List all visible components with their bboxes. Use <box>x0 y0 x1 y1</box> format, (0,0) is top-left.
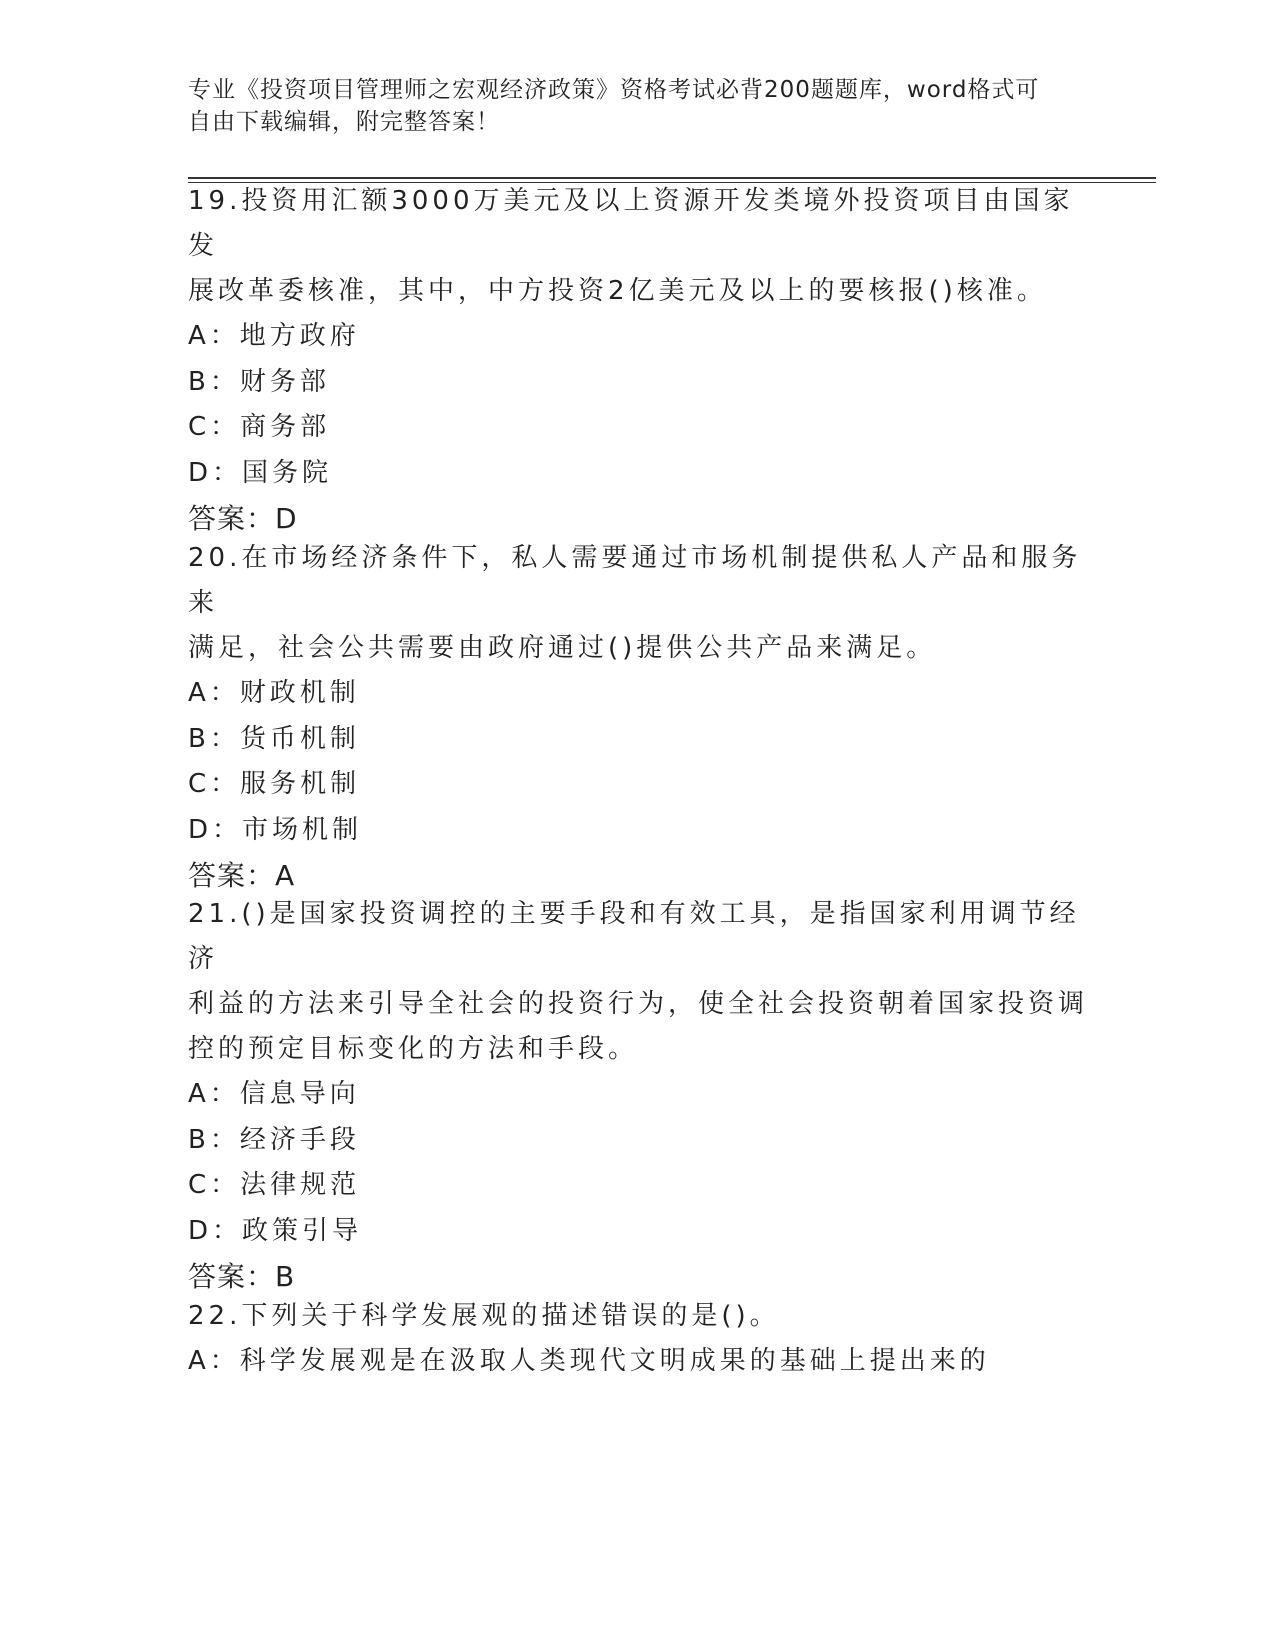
option-b: B：财务部 <box>188 366 330 397</box>
question-stem-line: 展改革委核准，其中，中方投资2亿美元及以上的要核报()核准。 <box>188 276 1047 306</box>
question-19 <box>188 179 1088 541</box>
question-stem-line: 20.在市场经济条件下，私人需要通过市场机制提供私人产品和服务来 <box>188 543 1082 618</box>
option-a: A：信息导向 <box>188 1079 360 1109</box>
option-c: C：法律规范 <box>188 1170 361 1200</box>
option-b: B：经济手段 <box>188 1124 360 1155</box>
header-line-1: 专业《投资项目管理师之宏观经济政策》资格考试必背200题题库，word格式可 <box>188 77 1040 103</box>
question-20 <box>188 536 1088 898</box>
header-line-2: 自由下载编辑，附完整答案！ <box>188 109 500 135</box>
option-a: A：科学发展观是在汲取人类现代文明成果的基础上提出来的 <box>188 1346 990 1376</box>
option-a: A：地方政府 <box>188 321 360 351</box>
option-d: D：市场机制 <box>188 814 363 845</box>
question-stem-line: 控的预定目标变化的方法和手段。 <box>188 1034 639 1064</box>
question-stem-line: 19.投资用汇额3000万美元及以上资源开发类境外投资项目由国家发 <box>188 186 1074 261</box>
document-header <box>188 74 1088 138</box>
question-stem-line: 满足，社会公共需要由政府通过()提供公共产品来满足。 <box>188 633 937 663</box>
option-c: C：商务部 <box>188 412 331 442</box>
question-21 <box>188 892 1088 1299</box>
question-stem-line: 21.()是国家投资调控的主要手段和有效工具，是指国家利用调节经济 <box>188 899 1080 974</box>
option-a: A：财政机制 <box>188 678 360 708</box>
option-c: C：服务机制 <box>188 769 361 799</box>
question-22 <box>188 1294 1088 1385</box>
question-stem-line: 22.下列关于科学发展观的描述错误的是()。 <box>188 1301 780 1331</box>
answer: 答案：B <box>188 1260 296 1293</box>
option-d: D：政策引导 <box>188 1215 363 1246</box>
question-stem-line: 利益的方法来引导全社会的投资行为，使全社会投资朝着国家投资调 <box>188 989 1089 1019</box>
option-b: B：货币机制 <box>188 723 360 754</box>
answer: 答案：A <box>188 859 296 892</box>
answer: 答案：D <box>188 502 298 535</box>
option-d: D：国务院 <box>188 457 333 488</box>
